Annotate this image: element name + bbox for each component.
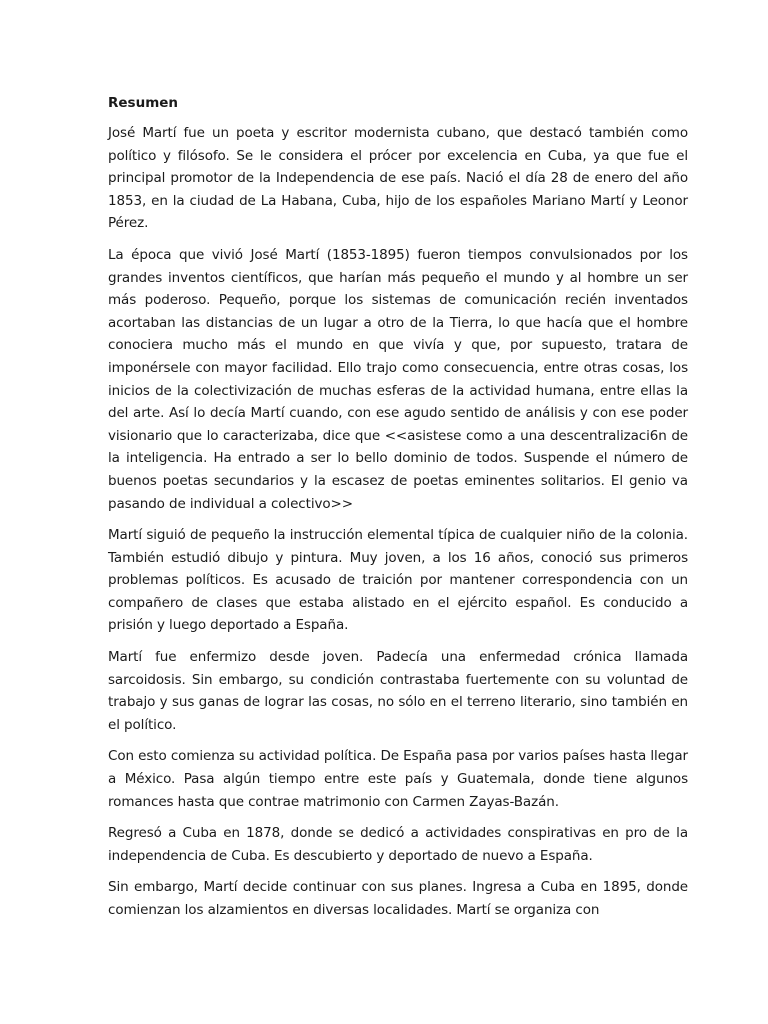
paragraph-childhood: Martí siguió de pequeño la instrucción elemental típica de cualquier niño de la colonia. También estudió dibujo y pintura. Muy joven, a los 16 años, conoció sus primeros problemas políticos. Es acusado de traición por mantener correspondencia con un compañero de clases que estaba alistado en el ejército español. Es conducido a prisión y luego deportado a España.	[108, 527, 688, 634]
paragraph-illness: Martí fue enfermizo desde joven. Padecía una enfermedad crónica llamada sarcoidosis. Sin embargo, su condición contrastaba fuertemente con su voluntad de trabajo y sus ganas de lograr las cosas, no sólo en el terreno literario, sino también en el político.	[108, 649, 688, 733]
document-page	[108, 92, 688, 931]
paragraph-epoch: La época que vivió José Martí (1853-1895) fueron tiempos convulsionados por los grandes inventos científicos, que harían más pequeño el mundo y al hombre un ser más poderoso. Pequeño, porque los sistemas de comunicación recién inventados acortaban las distancias de un lugar a otro de la Tierra, lo que hacía que el hombre conociera mucho más el mundo en que vivía y que, por supuesto, tratara de imponérsele con mayor facilidad. Ello trajo como consecuencia, entre otras cosas, los inicios de la colectivización de muchas esferas de la actividad humana, entre ellas la del arte. Así lo decía Martí cuando, con ese agudo sentido de análisis y con ese poder visionario que lo caracterizaba, dice que <<asistese como a una descentralizaci6n de la inteligencia. Ha entrado a ser lo bello dominio de todos. Suspende el número de buenos poetas secundarios y la escasez de poetas eminentes solitarios. El genio va pasando de individual a colectivo>>	[108, 246, 688, 512]
paragraph-intro: José Martí fue un poeta y escritor modernista cubano, que destacó también como político y filósofo. Se le considera el prócer por excelencia en Cuba, ya que fue el principal promotor de la Independencia de ese país. Nació el día 28 de enero del año 1853, en la ciudad de La Habana, Cuba, hijo de los españoles Mariano Martí y Leonor Pérez.	[108, 125, 688, 232]
paragraph-return: Regresó a Cuba en 1878, donde se dedicó a actividades conspirativas en pro de la independencia de Cuba. Es descubierto y deportado de nuevo a España.	[108, 825, 688, 864]
paragraph-politics: Con esto comienza su actividad política. De España pasa por varios países hasta llegar a México. Pasa algún tiempo entre este país y Guatemala, donde tiene algunos romances hasta que contrae matrimonio con Carmen Zayas-Bazán.	[108, 748, 688, 810]
paragraph-final: Sin embargo, Martí decide continuar con sus planes. Ingresa a Cuba en 1895, donde comienzan los alzamientos en diversas localidades. Martí se organiza con	[108, 879, 688, 918]
document-heading: Resumen	[108, 95, 179, 111]
